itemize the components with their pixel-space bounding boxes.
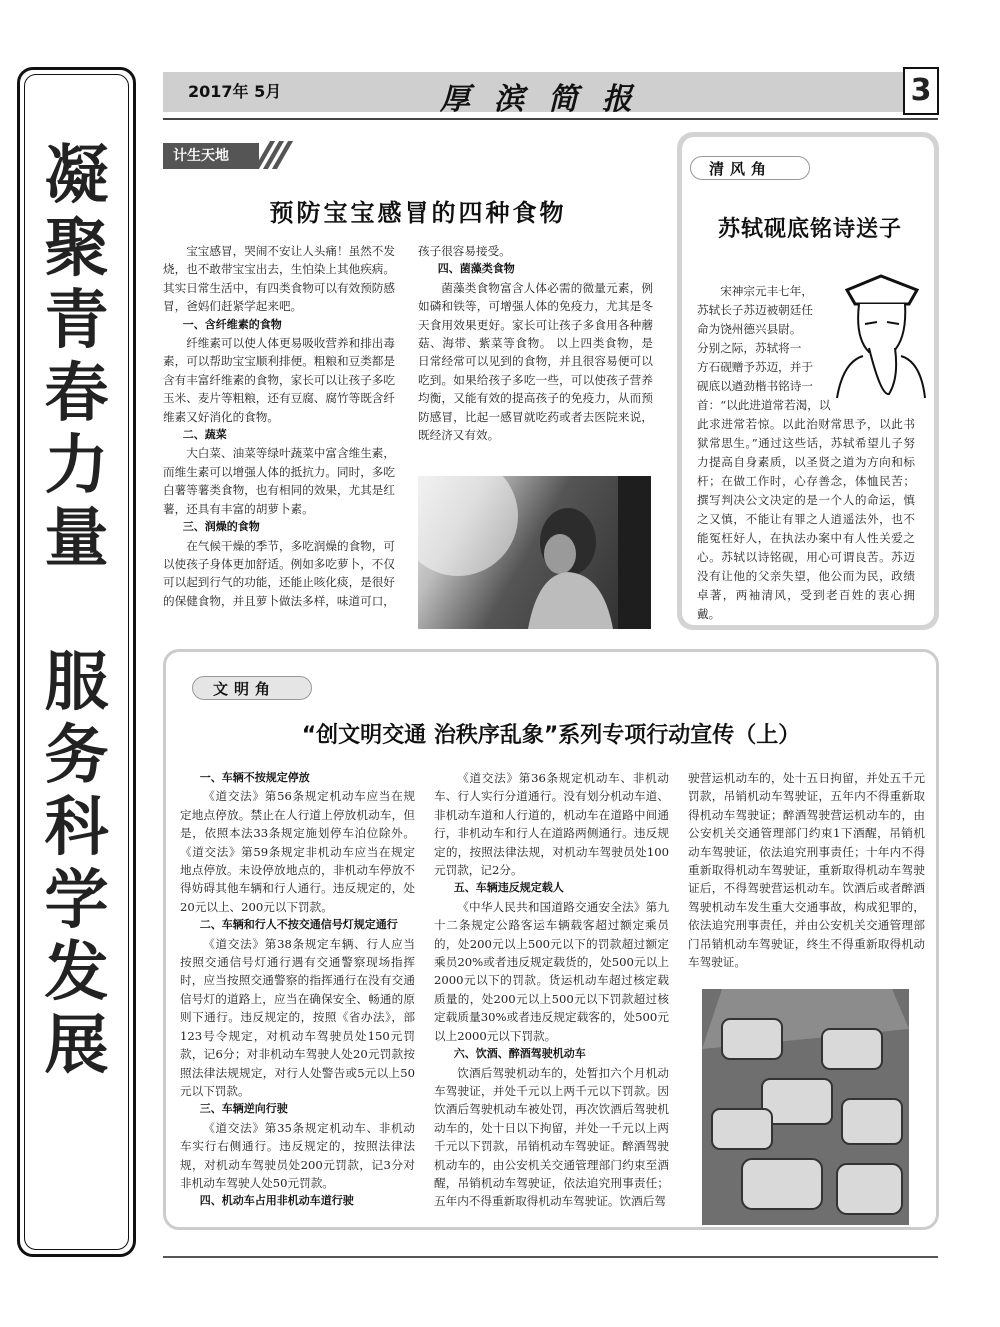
section-tag-integrity: 清风角 xyxy=(690,156,810,180)
article-column xyxy=(434,769,669,1211)
paragraph: 菌藻类食物富含人体必需的微量元素，例如磷和铁等，可增强人体的免疫力，尤其是冬天食用效果更好。家长可让孩子多食用各种蘑菇、海带、紫菜等食物。 以上四类食物，是日常经常可以见到的食物，并且很容易便可以吃到。如果给孩子多吃一些，可以使孩子营养均衡，又能有效的提高孩子的免疫力，从而预防感冒，比起一感冒就吃药或者去医院来说，既经济又有效。 xyxy=(418,280,653,443)
paragraph: 孩子很容易接受。 xyxy=(418,244,511,258)
section-tag-civilization: 文明角 xyxy=(192,676,312,700)
text-line: 命为饶州德兴县尉。 xyxy=(697,322,802,336)
subheading: 二、蔬菜 xyxy=(182,428,227,442)
slogan-banner xyxy=(17,67,136,1257)
subheading: 三、润燥的食物 xyxy=(182,520,260,534)
child-photo xyxy=(418,476,651,629)
slogan-text xyxy=(20,140,133,1082)
paragraph: 在气候干燥的季节，多吃润燥的食物，可以使孩子身体更加舒适。例如多吃萝卜，不仅可以起到行气的功能，还能止咳化痰，是很好的保健食物，并且萝卜做法多样，味道可口， xyxy=(163,538,395,608)
text-line: 首：“以此进道常若渴，以 xyxy=(697,398,831,412)
paragraph: 此求进常若惊。以此治财常思予，以此书狱常思生。”通过这些话，苏轼希望儿子努力提高自身素质，以圣贤之道为方向和标杆；在做工作时，心存善念，体恤民苦；撰写判决公文决定的是一个人的命运，慎之又慎，不能让有罪之人逍遥法外，也不能冤枉好人，在执法办案中有人性关爱之心。苏轼以诗铭砚，用心可谓良苦。苏迈没有让他的父亲失望，他公而为民，政绩卓著，两袖清风，受到老百姓的衷心拥戴。 xyxy=(697,417,915,621)
paragraph: 纤维素可以使人体更易吸收营养和排出毒素，可以帮助宝宝顺利排便。粗粮和豆类都是含有丰富纤维素的食物，家长可以让孩子多吃玉米、麦片等粗粮，还有豆腐、腐竹等既含纤维素又好消化的食物。 xyxy=(163,336,395,424)
page-number: 3 xyxy=(903,67,939,115)
slogan-char: 量 xyxy=(44,501,109,576)
article-title: 预防宝宝感冒的四种食物 xyxy=(269,199,567,227)
paragraph: 饮酒后驾驶机动车的，处暂扣六个月机动车驾驶证，并处千元以上两千元以下罚款。因饮酒后驾驶机动车被处罚，再次饮酒后驾驶机动车的，处十日以下拘留，并处一千元以上两千元以下罚款，吊销机动车驾驶证。醉酒驾驶机动车的，由公安机关交通管理部门约束至酒醒，吊销机动车驾驶证，依法追究刑事责任；五年内不得重新取得机动车驾驶证。饮酒后驾 xyxy=(434,1065,669,1209)
text-line: 分别之际，苏轼将一 xyxy=(697,341,802,355)
section-tag-family-planning: 计生天地 xyxy=(163,143,259,169)
slogan-char: 春 xyxy=(44,356,109,431)
paper-title: 厚滨简报 xyxy=(440,82,656,117)
slogan-char: 青 xyxy=(44,284,109,358)
paragraph: 驶营运机动车的，处十五日拘留，并处五千元罚款，吊销机动车驾驶证，五年内不得重新取得机动车驾驶证；醉酒驾驶营运机动车的，由公安机关交通管理部门约束1下酒醒，吊销机动车驾驶证，依法追究刑事责任；十年内不得重新取得机动车驾驶证，重新取得机动车驾驶证后，不得驾驶营运机动车。饮酒后或者醉酒驾驶机动车发生重大交通事故，构成犯罪的，依法追究刑事责任，并由公安机关交通管理部门吊销机动车驾驶证，终生不得重新取得机动车驾驶证。 xyxy=(688,771,925,970)
article-column xyxy=(163,242,395,610)
article-column xyxy=(688,769,925,971)
slogan-char: 务 xyxy=(44,718,109,793)
sidebar-article xyxy=(697,282,915,624)
sidebar-title: 苏轼砚底铭诗送子 xyxy=(717,217,902,242)
text-line: 苏轼长子苏迈被朝廷任 xyxy=(697,303,813,317)
slogan-char: 科 xyxy=(44,791,109,865)
article-column xyxy=(180,769,415,1211)
subheading: 五、车辆违反规定载人 xyxy=(453,881,564,895)
subheading: 一、含纤维素的食物 xyxy=(182,317,282,331)
subheading: 四、菌藻类食物 xyxy=(437,262,515,276)
subheading: 六、饮酒、醉酒驾驶机动车 xyxy=(453,1047,586,1061)
article-column xyxy=(418,242,653,444)
subheading: 三、车辆逆向行驶 xyxy=(199,1102,288,1116)
paragraph: 《道交法》第36条规定机动车、非机动车、行人实行分道通行。没有划分机动车道、非机动车道和人行道的，机动车在道路中间通行，非机动车和行人在道路两侧通行。违反规定的，按照法律法规，对机动车驾驶员处100元罚款，记2分。 xyxy=(434,771,669,878)
subheading: 四、机动车占用非机动车道行驶 xyxy=(199,1194,354,1208)
paragraph: 《道交法》第35条规定机动车、非机动车实行右侧通行。违反规定的，按照法律法规，对机动车驾驶员处200元罚款，记3分对非机动车驾驶人处50元罚款。 xyxy=(180,1120,415,1190)
text-line: 宋神宗元丰七年， xyxy=(720,284,813,298)
traffic-jam-illustration xyxy=(702,989,909,1225)
slogan-char: 力 xyxy=(44,429,109,503)
slogan-char: 凝 xyxy=(44,139,109,213)
text-line: 方石砚赠予苏迈，并于 xyxy=(697,360,813,374)
paragraph: 《中华人民共和国道路交通安全法》第九十二条规定公路客运车辆载客超过额定乘员的，处200元以上500元以下的罚款超过额定乘员20%或者违反规定载货的，处500元以上2000元以下的罚款。货运机动车超过核定载质量的，处200元以上500元以下罚款超过核定载质量30%或者违反规定载客的，处500元以上2000元以下罚款。 xyxy=(434,899,669,1043)
slogan-char: 展 xyxy=(44,1008,109,1083)
paragraph: 大白菜、油菜等绿叶蔬菜中富含维生素，而维生素可以增强人体的抵抗力。同时，多吃白薯等薯类食物，也有相同的效果，尤其是红薯，还具有丰富的胡萝卜素。 xyxy=(163,446,395,516)
slogan-char: 学 xyxy=(44,863,109,938)
paragraph: 《道交法》第56条规定机动车应当在规定地点停放。禁止在人行道上停放机动车，但是，依照本法33条规定施划停车泊位除外。《道交法》第59条规定非机动车应当在规定地点停放。未设停放地点的，非机动车停放不得妨碍其他车辆和行人通行。违反规定的，处20元以上、200元以下罚款。 xyxy=(180,789,415,914)
paragraph: 宝宝感冒，哭闹不安让人头痛！虽然不发烧，也不敢带宝宝出去，生怕染上其他疾病。其实日常生活中，有四类食物可以有效预防感冒，爸妈们赶紧学起来吧。 xyxy=(163,244,395,314)
subheading: 一、车辆不按规定停放 xyxy=(199,771,310,784)
slogan-gap xyxy=(20,575,133,647)
issue-date: 2017年 5月 xyxy=(188,82,282,101)
article-title: “创文明交通 治秩序乱象”系列专项行动宣传（上） xyxy=(301,723,801,748)
subheading: 二、车辆和行人不按交通信号灯规定通行 xyxy=(199,918,398,932)
footer-divider xyxy=(163,1256,938,1258)
paragraph: 《道交法》第38条规定车辆、行人应当按照交通信号灯通行遇有交通警察现场指挥时，应当按照交通警察的指挥通行在没有交通信号灯的道路上，应当在确保安全、畅通的原则下通行。违反规定的，按照《省办法》，部123号令规定，对机动车驾驶员处150元罚款，记6分；对非机动车驾驶人处20元罚款按照法律法规规定，对行人处警告或5元以上50元以下罚款。 xyxy=(180,936,415,1098)
slogan-char: 发 xyxy=(44,936,109,1010)
header-divider xyxy=(163,118,938,120)
slogan-char: 聚 xyxy=(44,211,109,286)
slogan-char: 服 xyxy=(44,646,109,720)
text-line: 砚底以遒劲楷书铭诗一 xyxy=(697,379,813,393)
